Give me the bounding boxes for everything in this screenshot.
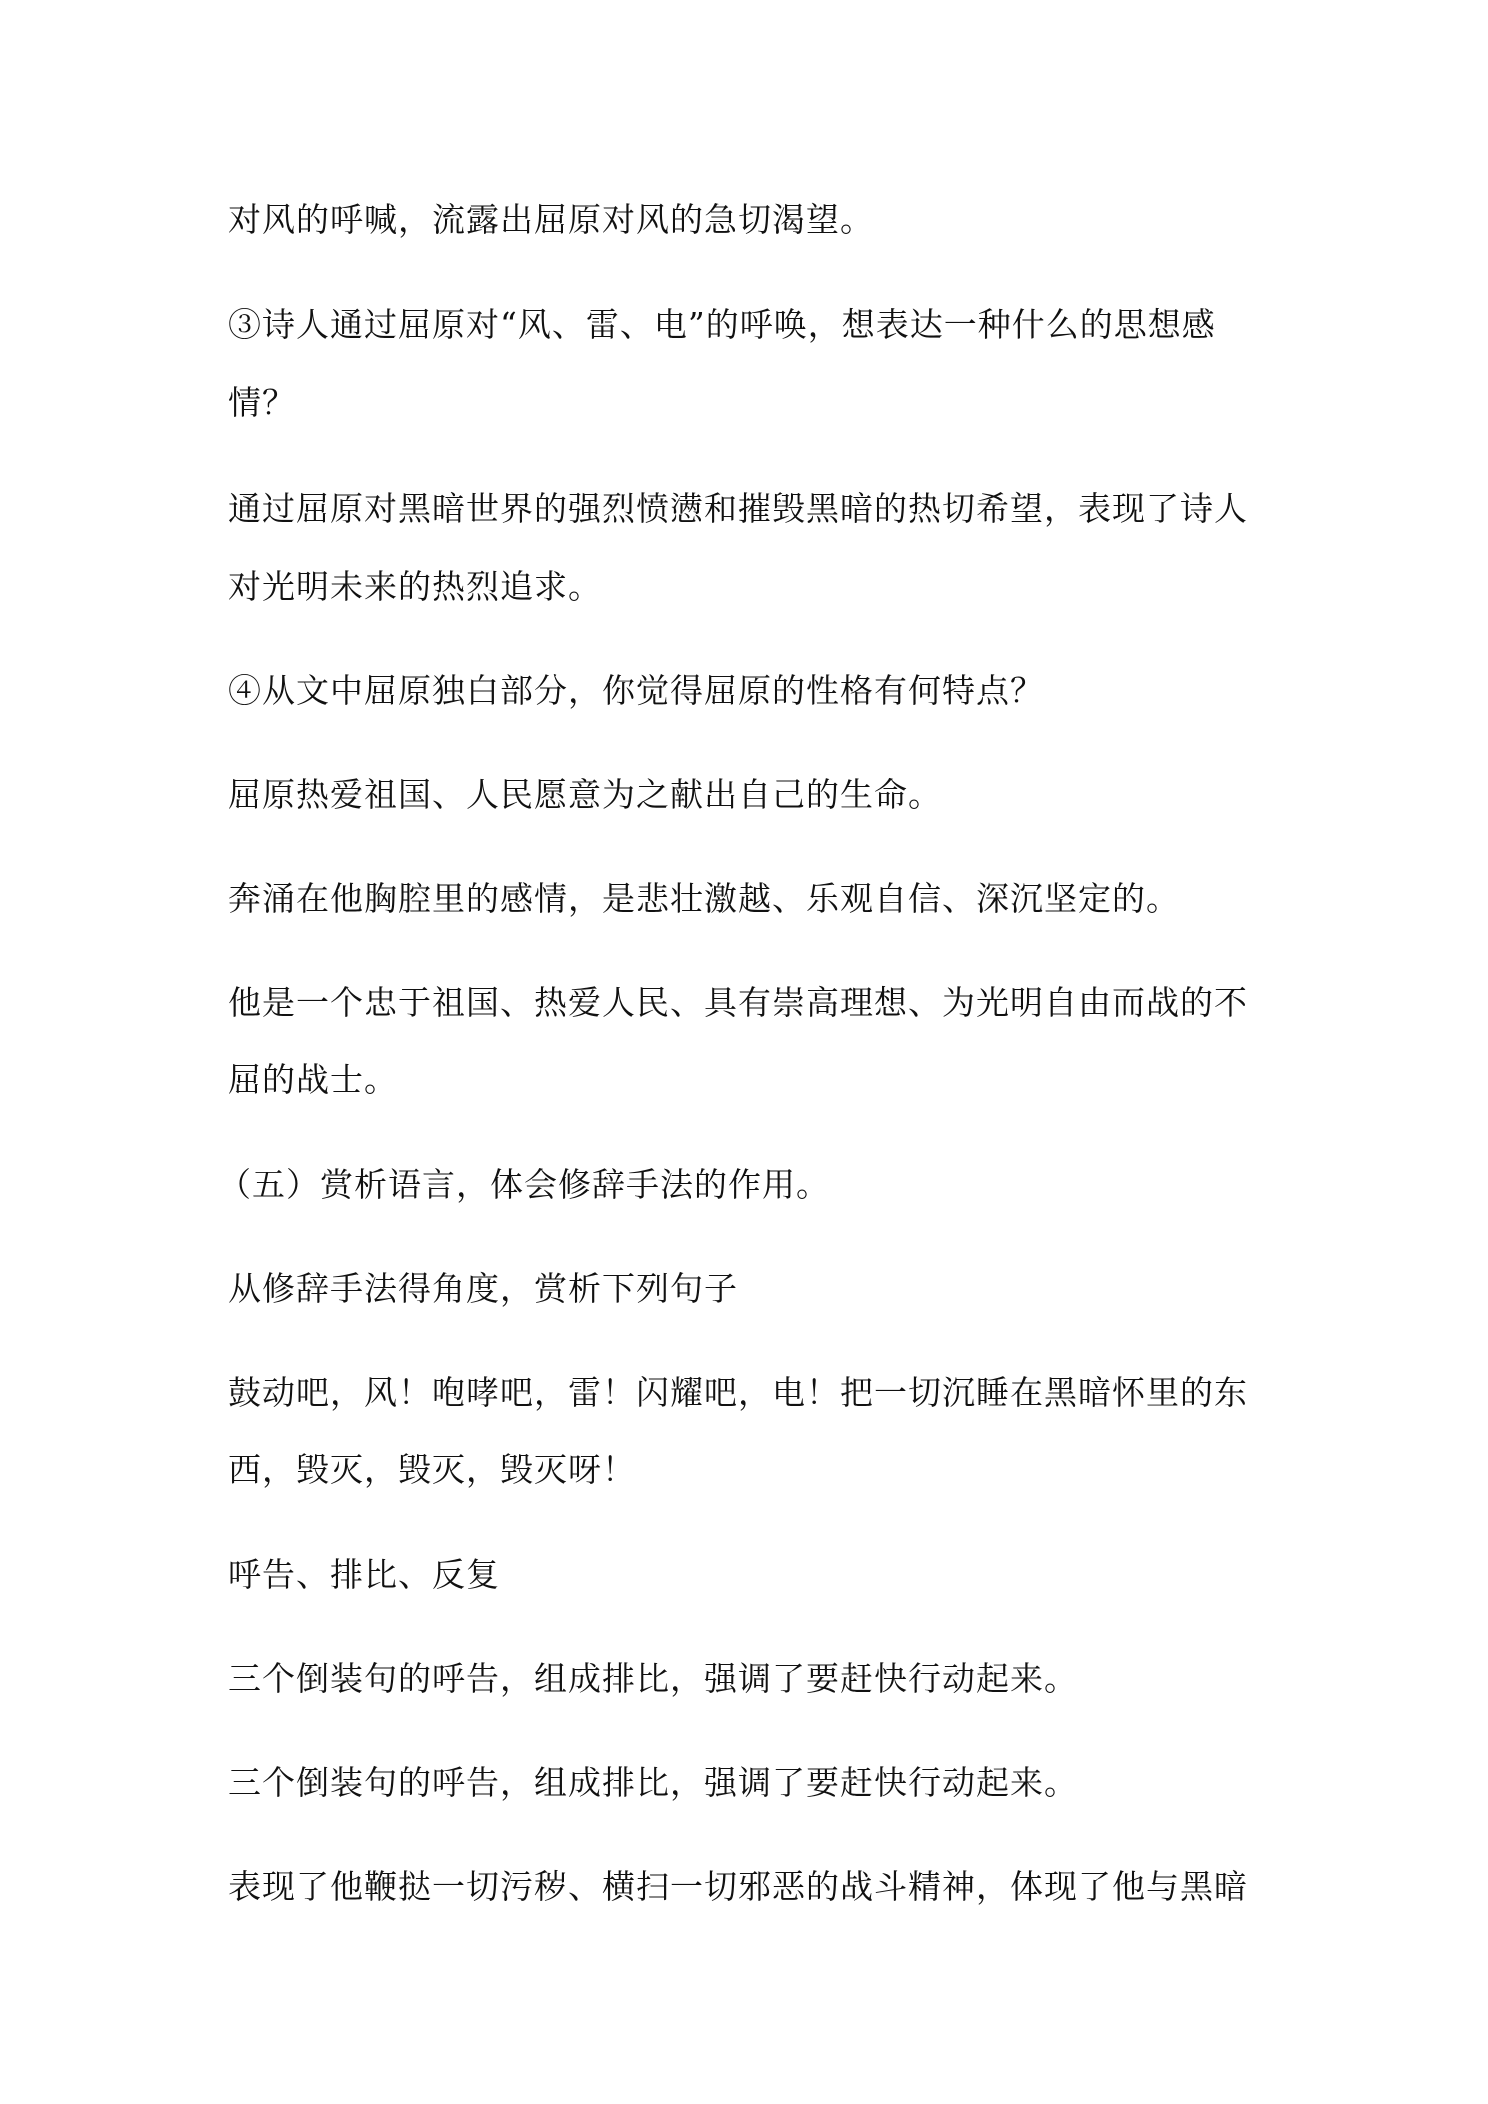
answer-4-line: 屈原热爱祖国、人民愿意为之献出自己的生命。 bbox=[228, 775, 942, 814]
answer-3-line-cont: 对光明未来的热烈追求。 bbox=[228, 567, 602, 606]
quoted-sentence: 鼓动吧，风！咆哮吧，雷！闪耀吧，电！把一切沉睡在黑暗怀里的东 bbox=[228, 1373, 1248, 1412]
analysis-line: 表现了他鞭挞一切污秽、横扫一切邪恶的战斗精神，体现了他与黑暗 bbox=[228, 1867, 1248, 1906]
question-3-line-cont: 情？ bbox=[228, 383, 296, 422]
answer-4-line-cont: 屈的战士。 bbox=[228, 1060, 398, 1099]
answer-3-line: 通过屈原对黑暗世界的强烈愤懑和摧毁黑暗的热切希望，表现了诗人 bbox=[228, 489, 1248, 528]
rhetoric-types: 呼告、排比、反复 bbox=[228, 1555, 500, 1594]
question-4-line: ④从文中屈原独白部分，你觉得屈原的性格有何特点？ bbox=[228, 671, 1044, 710]
answer-4-line: 他是一个忠于祖国、热爱人民、具有崇高理想、为光明自由而战的不 bbox=[228, 983, 1248, 1022]
task-instruction: 从修辞手法得角度，赏析下列句子 bbox=[228, 1269, 738, 1308]
quoted-sentence-cont: 西，毁灭，毁灭，毁灭呀！ bbox=[228, 1450, 636, 1489]
analysis-line: 三个倒装句的呼告，组成排比，强调了要赶快行动起来。 bbox=[228, 1763, 1078, 1802]
section-heading: （五）赏析语言，体会修辞手法的作用。 bbox=[218, 1165, 830, 1204]
analysis-line: 三个倒装句的呼告，组成排比，强调了要赶快行动起来。 bbox=[228, 1659, 1078, 1698]
paragraph-line: 对风的呼喊，流露出屈原对风的急切渴望。 bbox=[228, 200, 874, 239]
answer-4-line: 奔涌在他胸腔里的感情，是悲壮激越、乐观自信、深沉坚定的。 bbox=[228, 879, 1180, 918]
question-3-line: ③诗人通过屈原对“风、雷、电”的呼唤，想表达一种什么的思想感 bbox=[228, 305, 1216, 344]
